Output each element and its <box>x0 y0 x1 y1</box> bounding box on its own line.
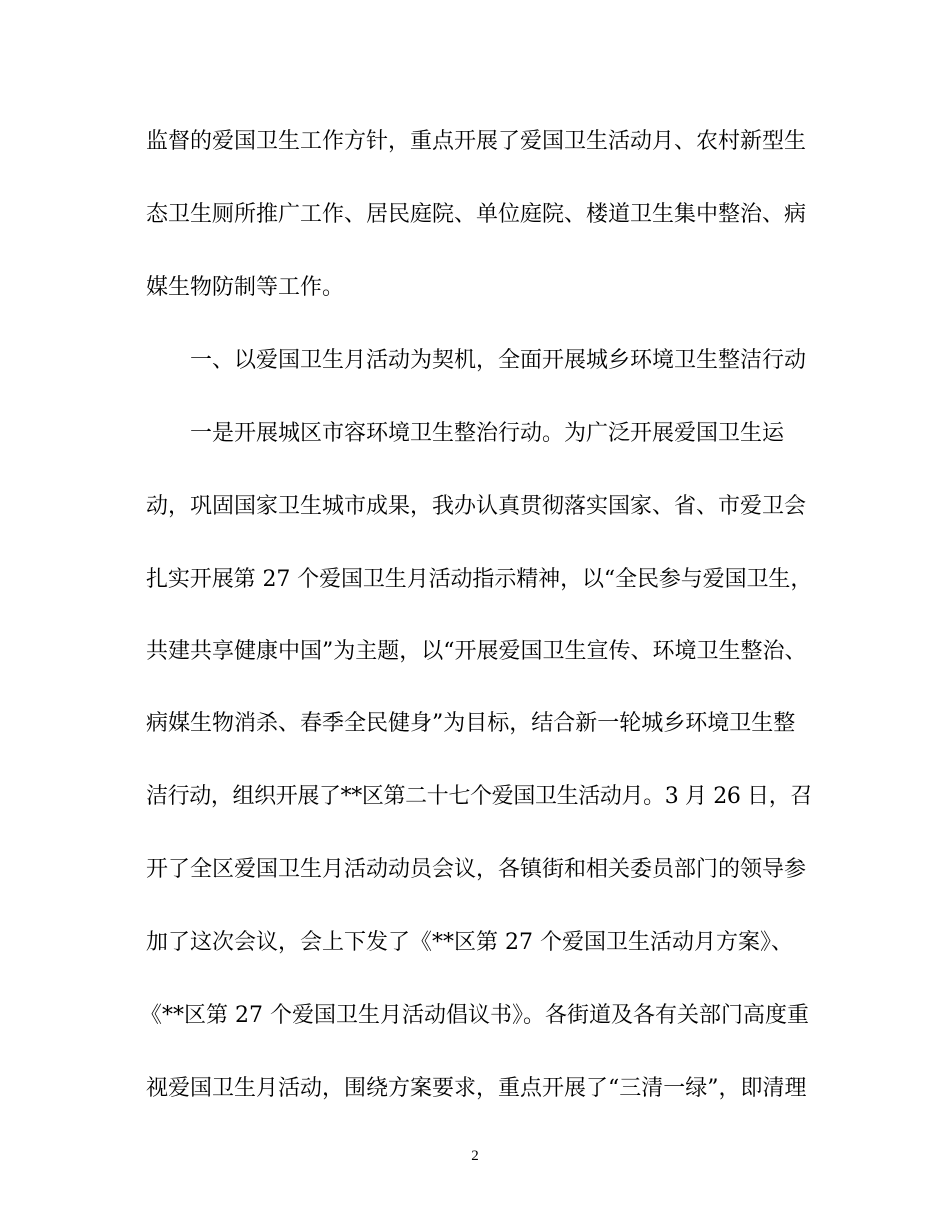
body-text-line-6: 动，巩固国家卫生城市成果，我办认真贯彻落实国家、省、市爱卫会 <box>146 494 807 519</box>
body-text-line-5: 一是开展城区市容环境卫生整治行动。为广泛开展爱国卫生运 <box>190 421 785 446</box>
body-text-line-2: 态卫生厕所推广工作、居民庭院、单位庭院、楼道卫生集中整治、病 <box>146 202 807 227</box>
body-text-line-12: 加了这次会议，会上下发了《**区第 27 个爱国卫生活动月方案》、 <box>146 930 793 955</box>
body-text-line-13: 《**区第 27 个爱国卫生月活动倡议书》。各街道及各有关部门高度重 <box>140 1003 809 1028</box>
body-text-line-11: 开了全区爱国卫生月活动动员会议，各镇街和相关委员部门的领导参 <box>146 857 807 882</box>
body-text-line-10: 洁行动，组织开展了**区第二十七个爱国卫生活动月。3 月 26 日，召 <box>146 784 812 809</box>
body-text-line-8: 共建共享健康中国”为主题，以“开展爱国卫生宣传、环境卫生整治、 <box>146 639 807 664</box>
body-text-line-1: 监督的爱国卫生工作方针，重点开展了爱国卫生活动月、农村新型生 <box>146 129 807 154</box>
body-text-line-14: 视爱国卫生月活动，围绕方案要求，重点开展了“三清一绿”，即清理 <box>146 1076 807 1101</box>
body-text-line-9: 病媒生物消杀、春季全民健身”为目标，结合新一轮城乡环境卫生整 <box>146 711 796 736</box>
page-number: 2 <box>471 1148 479 1164</box>
body-text-line-7: 扎实开展第 27 个爱国卫生月活动指示精神，以“全民参与爱国卫生， <box>146 567 813 592</box>
body-text-line-3: 媒生物防制等工作。 <box>146 275 345 300</box>
section-heading: 一、以爱国卫生月活动为契机，全面开展城乡环境卫生整洁行动 <box>190 348 807 373</box>
